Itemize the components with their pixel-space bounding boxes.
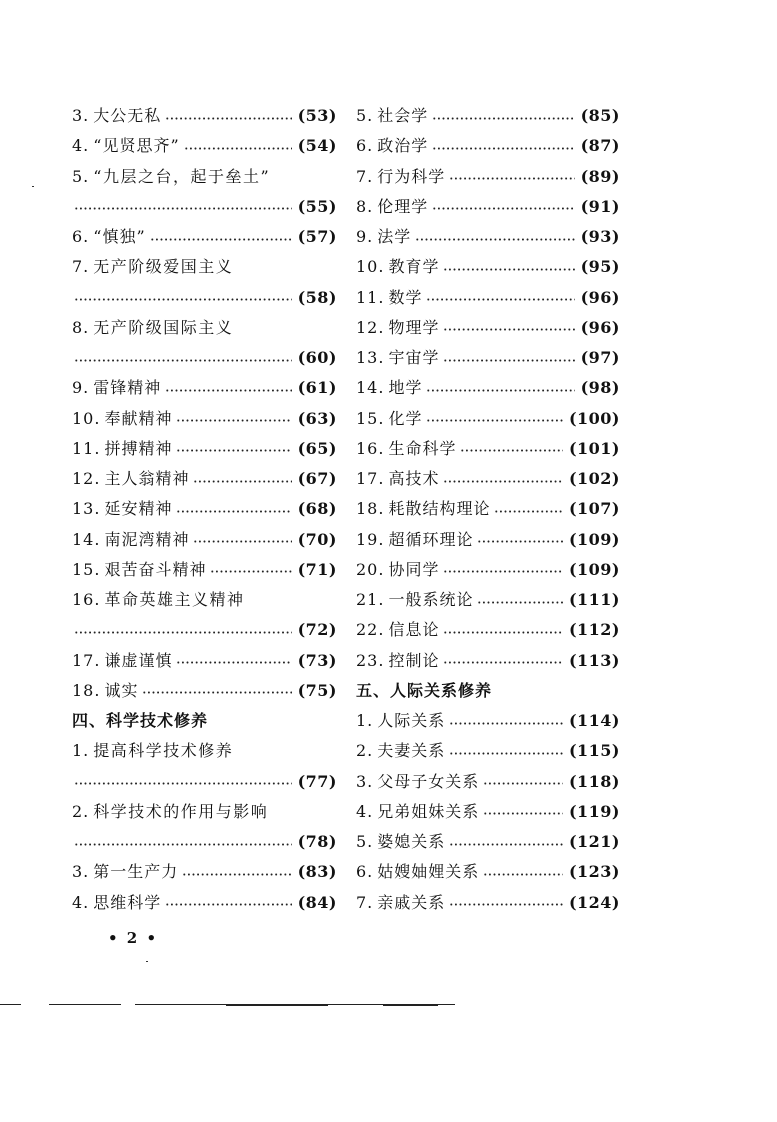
toc-entry-continuation [72,767,337,797]
toc-page-ref: (75) [297,680,337,700]
toc-page-ref: (98) [580,378,620,398]
dot-leader [426,298,574,301]
toc-left-column [72,101,337,918]
toc-entry-title: 耗散结构理论 [388,499,491,519]
toc-entry [72,373,337,403]
toc-entry-number: 7. [356,892,374,912]
toc-entry [356,857,620,887]
toc-page-ref: (95) [580,257,620,277]
toc-entry [72,222,337,252]
toc-entry-title: 政治学 [377,136,429,156]
toc-entry-continuation [72,343,337,373]
dot-leader [432,117,574,120]
toc-entry-title: 南泥湾精神 [104,529,190,549]
toc-entry-number: 10. [72,408,101,428]
toc-entry [356,101,620,131]
dot-leader [74,782,292,785]
toc-entry-title: 拼搏精神 [104,438,173,458]
toc-page-ref: (97) [580,348,620,367]
toc-entry [356,343,620,373]
toc-entry [356,252,620,282]
toc-entry [356,585,620,615]
toc-entry-number: 8. [72,317,90,337]
toc-page-ref: (100) [568,408,620,428]
toc-entry-title: 地学 [388,378,423,398]
dot-leader [443,480,562,483]
toc-entry-number: 13. [356,348,385,367]
toc-page-ref: (67) [297,469,337,488]
toc-entry-number: 15. [72,559,101,579]
dot-leader [426,389,574,392]
dot-leader [165,389,291,392]
toc-entry-title: 夫妻关系 [377,741,446,761]
page-number: • 2 • [108,929,159,947]
toc-entry-title: “九层之台，起于垒土” [93,166,271,186]
toc-page-ref: (77) [297,771,337,791]
toc-entry-title: 父母子女关系 [377,771,480,791]
toc-page-ref: (57) [297,227,337,246]
toc-entry-number: 2. [72,801,90,821]
toc-entry-number: 7. [356,166,374,186]
toc-page-ref: (113) [568,650,620,670]
toc-entry-number: 23. [356,650,385,670]
dot-leader [483,812,563,815]
toc-entry-title: 姑嫂妯娌关系 [377,862,480,882]
toc-page-ref: (78) [297,832,337,851]
toc-entry-title: 婆媳关系 [377,832,446,851]
dot-leader [449,722,563,725]
scan-edge-line [453,1004,454,1005]
toc-page-ref: (112) [568,620,620,640]
toc-entry-number: 3. [72,106,90,125]
toc-page-ref: (84) [297,892,337,912]
toc-entry [72,646,337,676]
toc-entry [356,827,620,857]
dot-leader [460,449,562,452]
toc-page-ref: (72) [297,620,337,640]
toc-entry-number: 4. [72,136,90,156]
toc-entry-title: 科学技术的作用与影响 [93,801,269,821]
toc-page-ref: (96) [580,287,620,307]
dot-leader [477,540,562,543]
dot-leader [184,147,292,150]
dot-leader [74,843,292,846]
toc-entry-number: 1. [72,741,90,761]
dot-leader [449,843,563,846]
toc-entry-title: 控制论 [388,650,440,670]
toc-page-ref: (123) [568,862,620,882]
toc-entry [356,797,620,827]
toc-entry-number: 19. [356,529,385,549]
toc-page-ref: (85) [580,106,620,125]
toc-entry-number: 10. [356,257,385,277]
toc-entry [356,222,620,252]
toc-entry-number: 17. [356,469,385,488]
dot-leader [193,480,291,483]
section-heading-title: 四、科学技术修养 [72,711,209,730]
toc-entry-number: 6. [72,227,90,246]
toc-entry-number: 11. [72,438,101,458]
toc-page-ref: (87) [580,136,620,156]
toc-entry-number: 6. [356,136,374,156]
toc-entry [356,192,620,222]
toc-entry-number: 1. [356,711,374,730]
toc-entry-title: 无产阶级爱国主义 [93,257,234,277]
section-heading [356,676,620,706]
toc-page-ref: (115) [568,741,620,761]
toc-entry [356,767,620,797]
toc-entry-number: 20. [356,559,385,579]
scan-edge-line [49,1004,121,1005]
dot-leader [483,782,563,785]
toc-entry-title: 伦理学 [377,196,429,216]
toc-entry-title: 无产阶级国际主义 [93,317,234,337]
toc-page-ref: (68) [297,499,337,519]
toc-entry [72,252,337,282]
dot-leader [443,570,562,573]
toc-entry-title: 高技术 [388,469,440,488]
toc-entry [72,131,337,161]
toc-entry [356,373,620,403]
dot-leader [150,238,292,241]
dot-leader [165,903,291,906]
toc-page-ref: (65) [297,438,337,458]
toc-page-ref: (114) [568,711,620,730]
toc-entry [72,888,337,918]
dot-leader [483,873,563,876]
dot-leader [193,540,291,543]
toc-entry-number: 9. [72,378,90,398]
toc-entry-title: 社会学 [377,106,429,125]
toc-entry-title: 兄弟姐妹关系 [377,801,480,821]
toc-entry-number: 7. [72,257,90,277]
toc-entry-title: 第一生产力 [93,862,179,882]
toc-entry-continuation [72,283,337,313]
toc-entry-number: 15. [356,408,385,428]
toc-page-ref: (109) [568,559,620,579]
toc-entry [72,736,337,766]
toc-page-ref: (53) [297,106,337,125]
toc-entry-title: 超循环理论 [388,529,474,549]
toc-entry-title: 提高科学技术修养 [93,741,234,761]
toc-entry [356,404,620,434]
toc-page-ref: (107) [568,499,620,519]
toc-entry-title: 主人翁精神 [104,469,190,488]
dot-leader [432,207,574,210]
toc-entry-number: 16. [356,438,385,458]
toc-page-ref: (111) [568,590,620,609]
toc-page-ref: (119) [568,801,620,821]
toc-entry [356,646,620,676]
scan-speck [32,186,34,187]
dot-leader [443,661,562,664]
toc-entry-title: 诚实 [104,680,139,700]
section-heading-title: 五、人际关系修养 [356,680,493,700]
dot-leader [74,359,292,362]
toc-entry [72,464,337,494]
toc-page-ref: (101) [568,438,620,458]
toc-entry-title: 协同学 [388,559,440,579]
toc-entry-number: 14. [72,529,101,549]
toc-entry-title: 大公无私 [93,106,162,125]
toc-entry [356,555,620,585]
toc-entry [356,736,620,766]
toc-entry [72,494,337,524]
toc-entry-number: 5. [356,106,374,125]
toc-entry-title: 一般系统论 [388,590,474,609]
toc-entry-title: 延安精神 [104,499,173,519]
toc-right-column [356,101,620,918]
toc-entry-number: 18. [356,499,385,519]
toc-entry [356,162,620,192]
toc-entry-number: 5. [72,166,90,186]
toc-entry-number: 6. [356,862,374,882]
toc-entry-title: “见贤思齐” [93,136,180,156]
toc-entry [356,706,620,736]
toc-entry [356,283,620,313]
dot-leader [443,631,562,634]
toc-page-ref: (73) [297,650,337,670]
toc-entry-title: 法学 [377,227,412,246]
toc-entry-title: 奉献精神 [104,408,173,428]
toc-entry-title: 思维科学 [93,892,162,912]
dot-leader [494,510,562,513]
toc-entry-number: 3. [72,862,90,882]
dot-leader [176,419,291,422]
toc-entry [72,555,337,585]
toc-entry-title: 生命科学 [388,438,457,458]
dot-leader [432,147,574,150]
toc-entry [356,525,620,555]
toc-page-ref: (63) [297,408,337,428]
toc-entry [356,494,620,524]
toc-page-ref: (109) [568,529,620,549]
toc-entry-number: 3. [356,771,374,791]
dot-leader [415,238,574,241]
toc-entry-title: 雷锋精神 [93,378,162,398]
toc-entry [356,615,620,645]
dot-leader [165,117,291,120]
toc-entry-title: 谦虚谨慎 [104,650,173,670]
toc-entry-number: 16. [72,590,101,609]
toc-entry-number: 4. [72,892,90,912]
toc-entry-number: 12. [72,469,101,488]
toc-entry-title: 物理学 [388,317,440,337]
toc-page-ref: (124) [568,892,620,912]
toc-entry [356,131,620,161]
toc-entry-title: 数学 [388,287,423,307]
dot-leader [443,268,574,271]
toc-entry-title: 艰苦奋斗精神 [104,559,207,579]
dot-leader [210,570,291,573]
toc-entry-title: 教育学 [388,257,440,277]
dot-leader [449,177,574,180]
toc-entry-title: 亲戚关系 [377,892,446,912]
toc-entry [72,162,337,192]
dot-leader [176,449,291,452]
toc-page-ref: (71) [297,559,337,579]
scan-speck [146,961,148,962]
dot-leader [176,661,291,664]
toc-entry-title: 化学 [388,408,423,428]
toc-page-ref: (58) [297,287,337,307]
toc-entry-continuation [72,827,337,857]
toc-entry [72,857,337,887]
toc-entry-number: 5. [356,832,374,851]
toc-entry-title: 信息论 [388,620,440,640]
toc-entry-number: 22. [356,620,385,640]
toc-page-ref: (60) [297,348,337,367]
toc-entry [356,313,620,343]
toc-page-ref: (121) [568,832,620,851]
dot-leader [443,328,574,331]
toc-page-ref: (54) [297,136,337,156]
toc-entry-title: 革命英雄主义精神 [104,590,245,609]
dot-leader [443,359,574,362]
toc-entry-number: 8. [356,196,374,216]
toc-page-ref: (91) [580,196,620,216]
toc-entry-number: 9. [356,227,374,246]
toc-entry [72,797,337,827]
toc-page-ref: (102) [568,469,620,488]
toc-entry-number: 21. [356,590,385,609]
toc-entry-title: 人际关系 [377,711,446,730]
dot-leader [74,298,292,301]
scan-edge-line [383,1004,438,1006]
dot-leader [449,752,563,755]
toc-entry-number: 4. [356,801,374,821]
toc-page-ref: (96) [580,317,620,337]
toc-entry-continuation [72,192,337,222]
dot-leader [176,510,291,513]
toc-entry [72,101,337,131]
dot-leader [426,419,562,422]
dot-leader [74,207,292,210]
toc-page-ref: (70) [297,529,337,549]
toc-entry-title: 行为科学 [377,166,446,186]
toc-entry [72,676,337,706]
toc-page-ref: (83) [297,862,337,882]
dot-leader [182,873,291,876]
scan-edge-line [0,1004,21,1005]
toc-entry [72,404,337,434]
dot-leader [449,903,563,906]
dot-leader [142,691,291,694]
scan-edge-line [226,1004,328,1006]
toc-page-ref: (93) [580,227,620,246]
toc-page-ref: (89) [580,166,620,186]
dot-leader [477,601,562,604]
toc-page-ref: (55) [297,196,337,216]
toc-entry [72,434,337,464]
toc-page-ref: (118) [568,771,620,791]
toc-entry-number: 11. [356,287,385,307]
section-heading [72,706,337,736]
toc-entry-number: 2. [356,741,374,761]
toc-entry [356,434,620,464]
toc-entry-number: 14. [356,378,385,398]
toc-entry [72,313,337,343]
toc-entry [356,464,620,494]
toc-entry-title: “慎独” [93,227,146,246]
dot-leader [74,631,292,634]
toc-entry-title: 宇宙学 [388,348,440,367]
toc-entry-number: 17. [72,650,101,670]
toc-entry [72,525,337,555]
toc-entry [356,888,620,918]
toc-entry [72,585,337,615]
toc-entry-number: 12. [356,317,385,337]
toc-entry-continuation [72,615,337,645]
toc-entry-number: 18. [72,680,101,700]
toc-page-ref: (61) [297,378,337,398]
toc-entry-number: 13. [72,499,101,519]
